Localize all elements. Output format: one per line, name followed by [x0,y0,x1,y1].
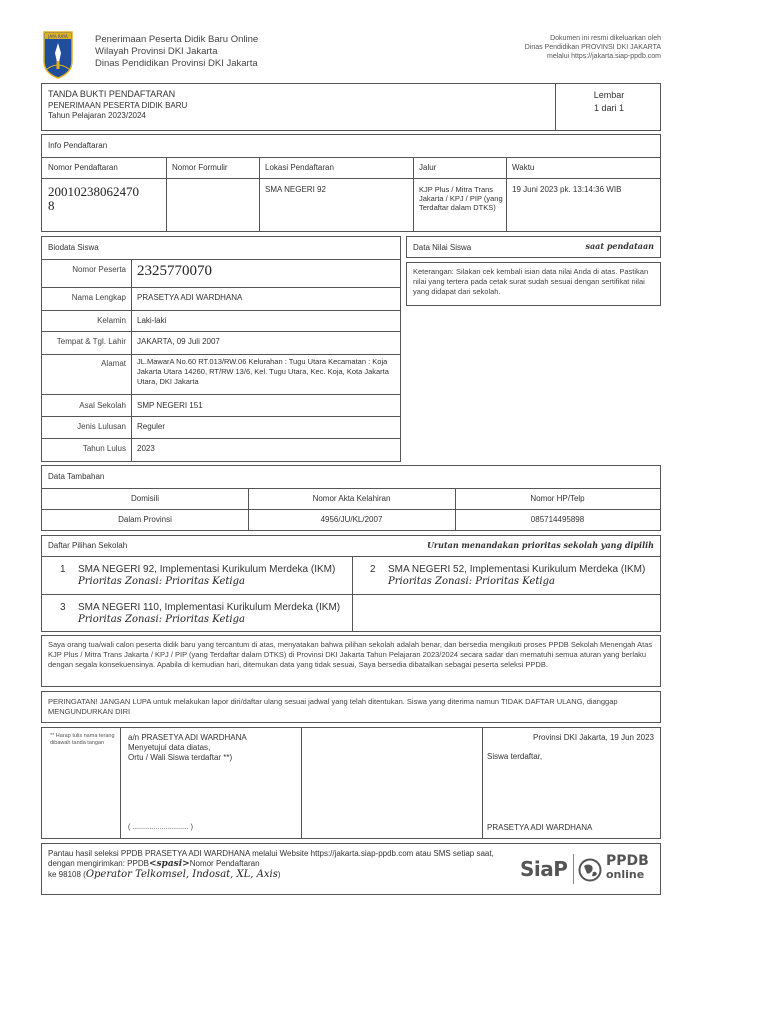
col-domisili: Domisili [131,494,159,503]
siap-logo [520,856,570,882]
pilihan-note: Urutan menandakan prioritas sekolah yang dipilih [426,540,654,550]
data-tambahan [41,465,661,531]
pilihan-priority: Prioritas Zonasi: Prioritas Ketiga [388,576,555,587]
info-section-title: Info Pendaftaran [48,141,108,150]
footer-box [41,843,661,895]
pilihan-priority: Prioritas Zonasi: Prioritas Ketiga [78,614,245,625]
hp-value: 085714495898 [530,515,585,524]
col-jalur: Jalur [419,163,437,172]
label-tahun-lulus: Tahun Lulus [82,444,126,453]
label-nama-lengkap: Nama Lengkap [71,293,126,302]
footer-line2a: dengan mengirimkan: PPDB [48,859,149,868]
label-ttl: Tempat & Tgl. Lahir [56,337,126,346]
siap-logo-text: SiaP [520,857,568,881]
info-pendaftaran [41,134,661,232]
jenis-lulusan-value: Reguler [137,422,166,431]
col-akta: Nomor Akta Kelahiran [312,494,391,503]
label-kelamin: Kelamin [97,316,126,325]
pernyataan-text: Saya orang tua/wali calon peserta didik baru yang tercantum di atas, menyatakan bahwa pilihan sekolah adalah benar, dan bersedia mengikuti proses PPDB Sekolah Menengah Atas KJP Plus / Mitra Trans Jakarta / KPJ / PIP (yang Terdaftar dalam DTKS) di Provinsi DKI Jakarta Tahun Pelajaran 2023/2024 secara sadar dan mematuhi semua aturan yang berlaku dengan segala konsekuensinya. Apabila di kemudian hari, ditemukan data yang tidak sesuai, Saya bersedia dibatalkan sebagai peserta seleksi PPDB. [48,640,653,669]
col-nomor-pendaftaran: Nomor Pendaftaran [48,163,118,172]
pilihan-number: 1 [60,564,66,575]
ppdb-online-text: online [606,868,645,881]
nilai-keterangan: Keterangan: Silakan cek kembali isian data nilai Anda di atas. Pastikan nilai yang tertera pada cetak surat sudah sesuai dengan sertifikat nilai yang didapat dari sekolah. [413,267,649,296]
footer-line2 [48,859,260,869]
nilai-note: saat pendataan [585,241,654,251]
col-waktu: Waktu [512,163,535,172]
tahun-lulus-value: 2023 [137,444,155,453]
jalur-value: KJP Plus / Mitra Trans Jakarta / KPJ / PIP (yang Terdaftar dalam DTKS) [419,185,503,212]
ppdb-online-logo [578,852,658,888]
signature-box [41,727,661,839]
col-hp: Nomor HP/Telp [530,494,585,503]
header-line1: Penerimaan Peserta Didik Baru Online [95,34,259,45]
footer-operators: Operator Telkomsel, Indosat, XL, Axis [85,869,278,880]
lokasi-value: SMA NEGERI 92 [265,185,326,194]
ppdb-logo-text: PPDB [606,853,649,869]
signature-blank-name: ( ............................. ) [128,824,193,831]
title: TANDA BUKTI PENDAFTARAN [48,89,176,99]
footer-line3 [48,870,281,880]
header-right-line2: Dinas Pendidikan PROVINSI DKI JAKARTA [524,44,661,51]
akta-value: 4956/JU/KL/2007 [320,515,383,524]
signature-siswa-name: PRASETYA ADI WARDHANA [487,823,593,832]
pilihan-school: SMA NEGERI 52, Implementasi Kurikulum Merdeka (IKM) [388,564,646,575]
nomor-pendaftaran-line1: 20010238062470 [48,184,139,199]
nama-lengkap-value: PRASETYA ADI WARDHANA [137,293,243,302]
header-right-line1: Dokumen ini resmi dikeluarkan oleh [550,35,661,42]
alamat-value: JL.MawarA No.60 RT.013/RW.06 Kelurahan : Tugu Utara Kecamatan : Koja Jakarta Utara 14260, RT/RW 13/6, Kel. Tugu Utara, Kec. Koja, Kota Jakarta Utara, DKI Jakarta [137,357,389,386]
label-nomor-peserta: Nomor Peserta [72,265,126,274]
footer-line2b: Nomor Pendaftaran [189,859,260,868]
kelamin-value: Laki-laki [137,316,167,325]
subtitle: PENERIMAAN PESERTA DIDIK BARU [48,101,188,110]
nilai-section-title: Data Nilai Siswa [413,243,472,252]
pilihan-number: 3 [60,602,66,613]
label-asal-sekolah: Asal Sekolah [79,401,126,410]
nomor-peserta-value: 2325770070 [137,263,212,279]
col-lokasi: Lokasi Pendaftaran [265,163,334,172]
sheet-label: Lembar [593,90,625,100]
footer-spasi: <spasi> [148,859,190,869]
footer-line3b: ) [277,870,281,879]
ttl-value: JAKARTA, 09 Juli 2007 [137,337,220,346]
header-right-line3: melalui https://jakarta.siap-ppdb.com [547,53,661,60]
academic-year: Tahun Pelajaran 2023/2024 [48,111,146,120]
signature-note: ** Harap tulis nama terang dibawah tanda tangan [50,733,115,746]
col-nomor-formulir: Nomor Formulir [172,163,228,172]
footer-line1: Pantau hasil seleksi PPDB PRASETYA ADI WARDHANA melalui Website https://jakarta.siap-ppdb.com atau SMS setiap saat, [48,849,494,858]
title-box [41,83,661,131]
waktu-value: 19 Juni 2023 pk. 13:14:36 WIB [512,185,622,194]
svg-text:JAYA RAYA: JAYA RAYA [48,34,68,39]
peringatan-text: PERINGATAN! JANGAN LUPA untuk melakukan lapor diri/daftar ulang sesuai jadwal yang telah ditentukan. Siswa yang diterima namun TIDAK DAFTAR ULANG, dianggap MENGUNDURKAN DIRI [48,697,618,716]
biodata-section-title: Biodata Siswa [48,243,99,252]
biodata-siswa [41,236,401,462]
pilihan-school: SMA NEGERI 92, Implementasi Kurikulum Merdeka (IKM) [78,564,336,575]
signature-menyetujui: Menyetujui data diatas, [128,743,211,752]
signature-place-date: Provinsi DKI Jakarta, 19 Jun 2023 [533,733,654,742]
tambahan-section-title: Data Tambahan [48,472,105,481]
pilihan-section-title: Daftar Pilihan Sekolah [48,541,128,550]
sheet-value: 1 dari 1 [593,103,625,113]
ppdb-globe-icon [578,858,602,882]
label-alamat: Alamat [101,359,126,368]
domisili-value: Dalam Provinsi [118,515,172,524]
header-line3: Dinas Pendidikan Provinsi DKI Jakarta [95,58,258,69]
footer-line3a: ke 98108 ( [48,870,86,879]
signature-ortu: Ortu / Wali Siswa terdaftar **) [128,753,233,762]
asal-sekolah-value: SMP NEGERI 151 [137,401,203,410]
pilihan-school: SMA NEGERI 110, Implementasi Kurikulum Merdeka (IKM) [78,602,341,613]
pilihan-priority: Prioritas Zonasi: Prioritas Ketiga [78,576,245,587]
peringatan-box [41,691,661,723]
pilihan-number: 2 [370,564,376,575]
label-jenis-lulusan: Jenis Lulusan [77,422,126,431]
daftar-pilihan-sekolah [41,535,661,632]
nomor-pendaftaran-line2: 8 [48,198,55,213]
signature-an: a/n PRASETYA ADI WARDHANA [128,733,247,742]
data-nilai-siswa [406,236,661,258]
dki-crest-logo [43,31,73,79]
header-line2: Wilayah Provinsi DKI Jakarta [95,46,218,57]
nilai-keterangan-box [406,262,661,306]
signature-siswa: Siswa terdaftar, [487,752,543,761]
pernyataan-box [41,635,661,687]
